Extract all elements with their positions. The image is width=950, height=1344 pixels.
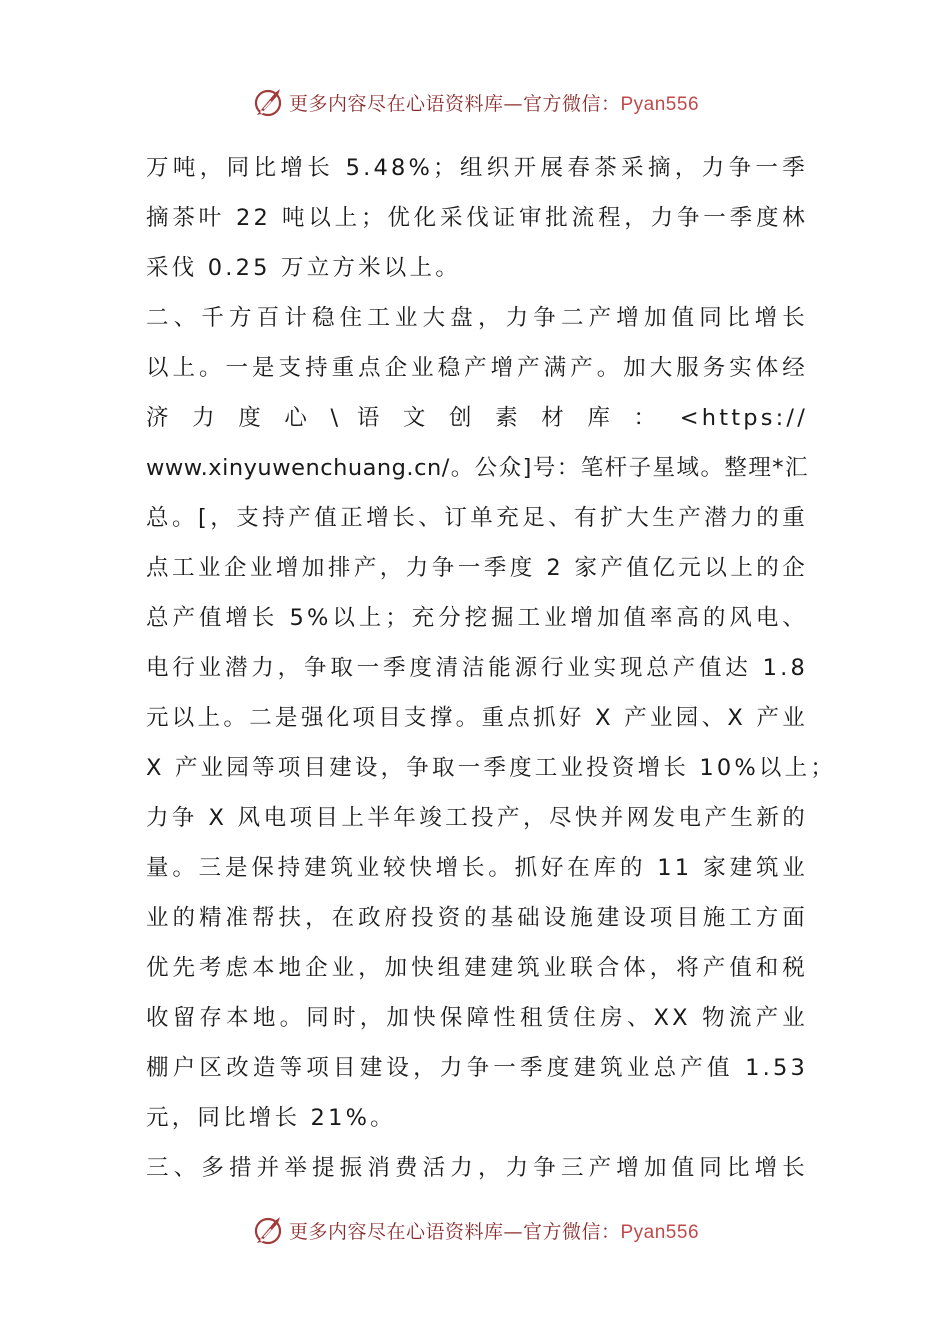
footer-banner-text — [289, 1217, 699, 1244]
body-line-20: 元，同比增长 21%。 — [146, 1105, 396, 1131]
header-wechat-id: Pyan556 — [620, 93, 700, 115]
body-line-9: 点工业企业增加排产，力争一季度 2 家产值亿元以上的企 — [146, 555, 808, 581]
body-line-16: 业的精准帮扶，在政府投资的基础设施建设项目施工方面 — [146, 905, 808, 931]
body-line-19: 棚户区改造等项目建设，力争一季度建筑业总产值 1.53 — [146, 1055, 808, 1081]
body-line-3: 采伐 0.25 万立方米以上。 — [146, 255, 461, 281]
document-body — [146, 143, 837, 1193]
body-line-5: 以上。一是支持重点企业稳产增产满产。加大服务实体经 — [146, 355, 808, 381]
footer-wechat-id: Pyan556 — [620, 1221, 700, 1243]
header-banner-text — [289, 89, 699, 116]
quill-pen-logo-icon — [251, 1213, 285, 1247]
body-line-13: X 产业园等项目建设，争取一季度工业投资增长 10%以上； — [146, 755, 837, 781]
body-line-7: www.xinyuwenchuang.cn/。公众]号：笔杆子星域。整理*汇 — [146, 455, 808, 481]
body-line-8: 总。[，支持产值正增长、订单充足、有扩大生产潜力的重 — [146, 505, 808, 531]
body-line-2: 摘茶叶 22 吨以上；优化采伐证审批流程，力争一季度林 — [146, 205, 808, 231]
body-line-14: 力争 X 风电项目上半年竣工投产，尽快并网发电产生新的 — [146, 805, 808, 831]
body-line-11: 电行业潜力，争取一季度清洁能源行业实现总产值达 1.8 — [146, 655, 808, 681]
header-banner-label: 更多内容尽在心语资料库—官方微信： — [288, 92, 621, 115]
body-line-6: 济 力 度 心 \ 语 文 创 素 材 库 ： <https:// — [146, 405, 808, 431]
footer-banner-label: 更多内容尽在心语资料库—官方微信： — [288, 1220, 621, 1243]
header-banner — [0, 82, 950, 122]
body-line-17: 优先考虑本地企业，加快组建建筑业联合体，将产值和税 — [146, 955, 808, 981]
body-line-15: 量。三是保持建筑业较快增长。抓好在库的 11 家建筑业 — [146, 855, 808, 881]
footer-banner — [0, 1210, 950, 1250]
body-line-12: 元以上。二是强化项目支撑。重点抓好 X 产业园、X 产业 — [146, 705, 808, 731]
body-line-4: 二、千方百计稳住工业大盘，力争二产增加值同比增长 — [146, 305, 808, 331]
body-line-1: 万吨，同比增长 5.48%；组织开展春茶采摘，力争一季 — [146, 155, 808, 181]
body-line-18: 收留存本地。同时，加快保障性租赁住房、XX 物流产业 — [146, 1005, 808, 1031]
quill-pen-logo-icon — [251, 85, 285, 119]
body-line-10: 总产值增长 5%以上；充分挖掘工业增加值率高的风电、 — [146, 605, 808, 631]
body-line-21: 三、多措并举提振消费活力，力争三产增加值同比增长 — [146, 1155, 808, 1181]
